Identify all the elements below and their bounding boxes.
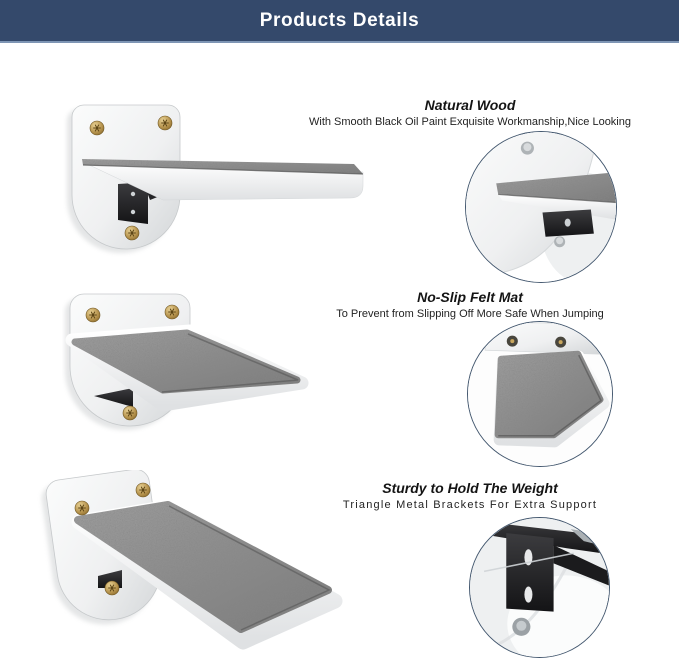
screw-icon <box>75 501 89 515</box>
bracket-closeup <box>543 210 594 237</box>
detail-circle-underside-bracket <box>465 131 617 283</box>
screw-icon <box>90 121 104 135</box>
screw-icon <box>86 308 100 322</box>
product-photo-angled-view <box>20 470 350 659</box>
feature-title: Natural Wood <box>424 97 516 113</box>
page-title: Products Details <box>259 9 420 31</box>
screw-icon <box>165 305 179 319</box>
screw-icon <box>555 337 566 348</box>
screw-icon <box>105 581 119 595</box>
screw-icon <box>125 226 139 240</box>
feature-title: Sturdy to Hold The Weight <box>382 480 558 496</box>
detail-circle-metal-bracket <box>469 517 610 658</box>
screw-icon <box>158 116 172 130</box>
feature-description: Triangle Metal Brackets For Extra Support <box>342 499 598 511</box>
feature-description: To Prevent from Slipping Off More Safe When Jumping <box>336 308 604 320</box>
wall-plate-closeup <box>485 322 604 354</box>
detail-circle-felt-mat <box>467 321 613 467</box>
screw-icon <box>507 336 518 347</box>
feature-text-no-slip-felt <box>270 289 670 321</box>
screw-icon <box>123 406 137 420</box>
bracket-hole <box>524 586 532 602</box>
header-bar <box>0 0 679 43</box>
screw-icon <box>136 483 150 497</box>
feature-description: With Smooth Black Oil Paint Exquisite Workmanship,Nice Looking <box>309 116 631 128</box>
product-photo-side-view <box>52 90 372 260</box>
bracket-plate-closeup <box>506 533 553 612</box>
product-photo-top-view <box>62 288 312 438</box>
feature-title: No-Slip Felt Mat <box>417 289 523 305</box>
